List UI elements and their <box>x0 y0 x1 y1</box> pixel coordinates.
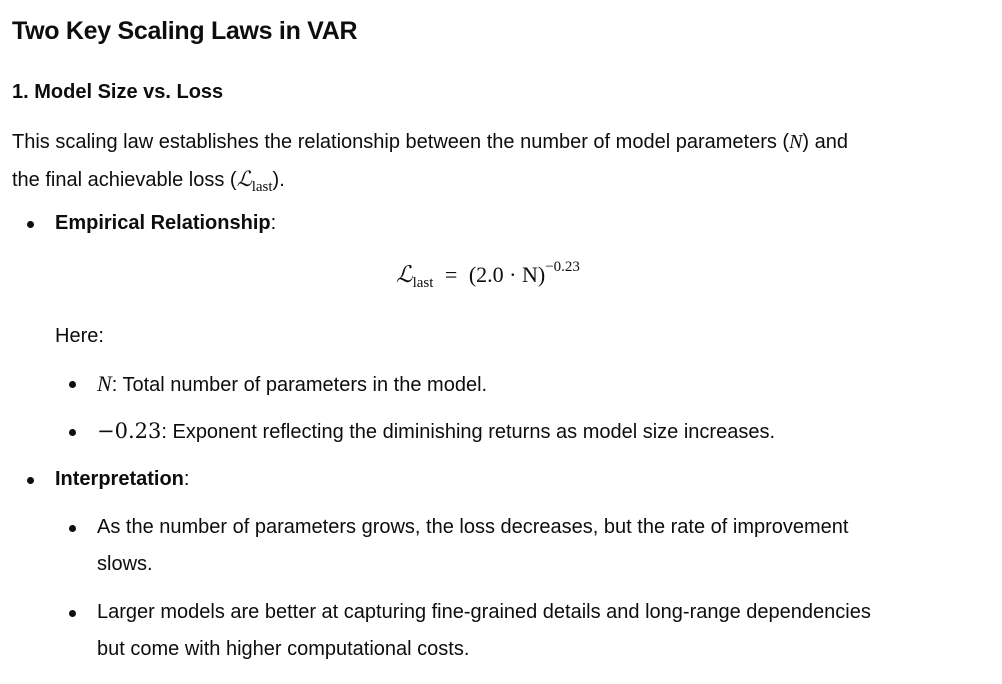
intro-text-1: This scaling law establishes the relationship between the number of model parameters ( <box>12 131 790 153</box>
equation-rhs: (2.0 · N) <box>468 262 546 287</box>
list-item-exponent <box>97 419 775 444</box>
section-heading: Two Key Scaling Laws in VAR <box>12 17 358 45</box>
list-item-interp-2 <box>97 594 957 668</box>
math-var-n: N <box>789 131 803 153</box>
intro-text-2: ) and <box>802 131 849 153</box>
bullet-dot <box>69 610 76 617</box>
item-text-line1: As the number of parameters grows, the loss decreases, but the rate of improvement <box>97 516 849 538</box>
math-exponent: −0.23 <box>97 419 162 443</box>
bullet-dot <box>27 477 34 484</box>
equation-equals: = <box>444 262 458 287</box>
empirical-colon: : <box>270 212 277 234</box>
list-item-empirical <box>55 212 276 235</box>
bullet-dot <box>69 525 76 532</box>
list-item-interpretation <box>55 468 189 491</box>
intro-text-4: ). <box>272 169 285 191</box>
equation-lhs-subscript: last <box>412 275 434 291</box>
equation-lhs: ℒ <box>396 262 413 288</box>
item-text-line1: Larger models are better at capturing fine-grained details and long-range dependencies <box>97 601 871 623</box>
empirical-label: Empirical Relationship <box>55 212 271 234</box>
subsection-heading: 1. Model Size vs. Loss <box>12 81 224 103</box>
list-item-interp-1 <box>97 509 957 583</box>
list-item-n <box>97 371 487 397</box>
item-text: : Total number of parameters in the model. <box>111 374 488 396</box>
math-loss-subscript: last <box>251 179 273 195</box>
interpretation-colon: : <box>183 468 190 490</box>
bullet-dot <box>69 381 76 388</box>
bullet-dot <box>27 221 34 228</box>
item-text-line2: slows. <box>97 553 153 575</box>
math-loss-symbol: ℒ <box>236 167 252 191</box>
item-text-line2: but come with higher computational costs. <box>97 638 470 660</box>
bullet-dot <box>69 429 76 436</box>
scaling-equation <box>396 259 580 291</box>
intro-text-3: the final achievable loss ( <box>12 169 237 191</box>
interpretation-label: Interpretation <box>55 468 184 490</box>
math-var-n: N <box>97 371 112 396</box>
intro-paragraph <box>12 124 972 201</box>
item-text: : Exponent reflecting the diminishing returns as model size increases. <box>161 421 776 443</box>
equation-exponent: −0.23 <box>545 259 580 275</box>
here-label: Here: <box>55 325 104 347</box>
